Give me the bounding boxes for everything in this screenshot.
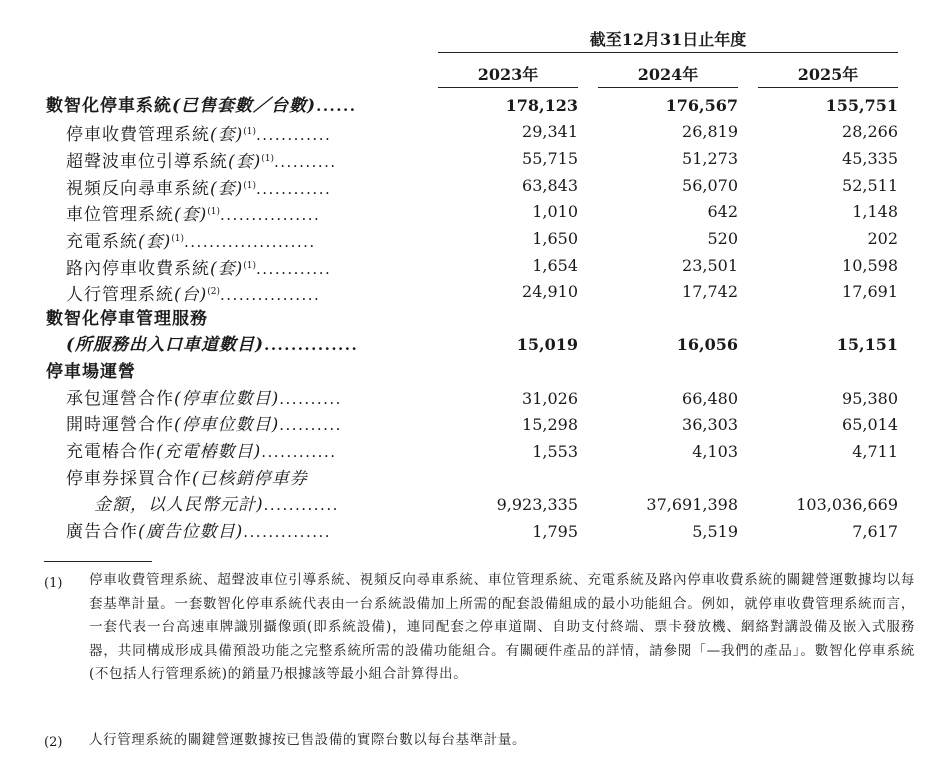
row-label: [46, 360, 136, 384]
value-2024: 16,056: [676, 335, 738, 354]
row-label-unit: (所服務出入口車道數目): [66, 335, 265, 355]
row-label: [66, 520, 331, 544]
value-2024: 66,480: [682, 389, 738, 408]
value-2023: 1,553: [532, 442, 578, 461]
footnote-reference: (1): [171, 234, 185, 244]
row-label-text: 開時運營合作: [66, 415, 174, 435]
row-label-text: 數智化停車管理服務: [46, 309, 208, 329]
value-2024: 4,103: [692, 442, 738, 461]
value-2025: 10,598: [842, 256, 898, 275]
row-label-unit: (套): [174, 205, 208, 225]
value-2023: 31,026: [522, 389, 578, 408]
table-row: [0, 307, 934, 333]
value-2023: 24,910: [522, 282, 578, 301]
value-2024: 26,819: [682, 122, 738, 141]
row-label-unit: (停車位數目): [174, 415, 280, 435]
row-label: [66, 174, 331, 201]
value-2024: 37,691,398: [646, 495, 738, 514]
row-label: [66, 280, 320, 307]
row-label-unit: (已核銷停車券: [192, 469, 308, 489]
row-label: [66, 413, 342, 437]
value-2023: 9,923,335: [496, 495, 578, 514]
row-label: [66, 200, 320, 227]
row-label-text: 廣告合作: [66, 522, 138, 542]
footnote-reference: (1): [243, 181, 257, 191]
table-row: [0, 333, 934, 359]
row-label-unit: (套): [210, 125, 244, 145]
value-2025: 155,751: [825, 96, 898, 115]
table-row: [0, 94, 934, 120]
row-label: [66, 120, 331, 147]
column-rule-2023: [438, 87, 578, 88]
column-rule-2025: [758, 87, 898, 88]
row-label: [66, 227, 316, 254]
row-label-text: 超聲波車位引導系統: [66, 152, 228, 172]
period-rule: [438, 52, 898, 53]
footnote-2-mark: (2): [44, 735, 63, 750]
value-2025: 7,617: [852, 522, 898, 541]
row-label-unit: (充電樁數目): [156, 442, 262, 462]
value-2025: 4,711: [852, 442, 898, 461]
table-row: [0, 227, 934, 253]
leader-dots: ............: [256, 260, 332, 278]
value-2025: 52,511: [842, 176, 898, 195]
footnote-2-text: 人行管理系統的關鍵營運數據按已售設備的實際台數以每台基準計量。: [89, 732, 527, 748]
row-label-text: 停車場運營: [46, 362, 136, 382]
column-rule-2024: [598, 87, 738, 88]
value-2025: 103,036,669: [796, 495, 898, 514]
table-row: [0, 280, 934, 306]
leader-dots: ............: [263, 496, 339, 514]
leader-dots: ..............: [264, 336, 359, 354]
value-2024: 56,070: [682, 176, 738, 195]
value-2025: 1,148: [852, 202, 898, 221]
leader-dots: ......: [316, 97, 357, 115]
footnote-reference: (1): [207, 207, 221, 217]
period-header: 截至12月31日止年度: [589, 30, 747, 49]
value-2025: 45,335: [842, 149, 898, 168]
leader-dots: ..........: [274, 153, 337, 171]
value-2023: 15,298: [522, 415, 578, 434]
value-2023: 1,654: [532, 256, 578, 275]
value-2025: 15,151: [836, 335, 898, 354]
table-row: [0, 493, 934, 519]
value-2023: 15,019: [516, 335, 578, 354]
value-2023: 1,650: [532, 229, 578, 248]
row-label-text: 視頻反向尋車系統: [66, 179, 210, 199]
table-row: [0, 387, 934, 413]
leader-dots: ..........: [279, 390, 342, 408]
row-label-text: 人行管理系統: [66, 285, 174, 305]
table-row: [0, 467, 934, 493]
row-label-unit: (套): [210, 179, 244, 199]
row-label-unit: 金額，以人民幣元計): [94, 495, 264, 515]
value-2023: 29,341: [522, 122, 578, 141]
table-row: [0, 200, 934, 226]
row-label: [66, 440, 336, 464]
footnote-rule: [44, 561, 152, 562]
table-row: [0, 360, 934, 386]
value-2024: 642: [707, 202, 738, 221]
value-2023: 178,123: [505, 96, 578, 115]
table-row: [0, 254, 934, 280]
row-label: [66, 254, 331, 281]
row-label: [66, 333, 358, 357]
leader-dots: .....................: [184, 233, 316, 251]
row-label-unit: (套): [228, 152, 262, 172]
row-label-text: 停車券採買合作: [66, 469, 192, 489]
table-row: [0, 440, 934, 466]
leader-dots: ............: [256, 126, 332, 144]
value-2024: 5,519: [692, 522, 738, 541]
value-2023: 1,010: [532, 202, 578, 221]
value-2024: 520: [707, 229, 738, 248]
footnote-reference: (2): [207, 287, 221, 297]
footnote-reference: (1): [261, 154, 275, 164]
row-label-text: 承包運營合作: [66, 389, 174, 409]
value-2024: 17,742: [682, 282, 738, 301]
footnote-1-mark: (1): [44, 576, 63, 591]
value-2023: 63,843: [522, 176, 578, 195]
table-row: [0, 413, 934, 439]
value-2024: 176,567: [665, 96, 738, 115]
value-2025: 28,266: [842, 122, 898, 141]
table-row: [0, 520, 934, 546]
leader-dots: ............: [256, 180, 332, 198]
row-label: [66, 387, 342, 411]
table-row: [0, 147, 934, 173]
leader-dots: ............: [261, 443, 337, 461]
row-label-text: 充電樁合作: [66, 442, 156, 462]
leader-dots: ................: [220, 206, 321, 224]
value-2025: 65,014: [842, 415, 898, 434]
row-label-text: 數智化停車系統: [46, 96, 172, 116]
row-label: [94, 493, 339, 517]
column-header-2024: 2024年: [637, 65, 699, 84]
row-label-unit: (台): [174, 285, 208, 305]
row-label-text: 車位管理系統: [66, 205, 174, 225]
value-2024: 23,501: [682, 256, 738, 275]
footnote-reference: (1): [243, 261, 257, 271]
value-2024: 36,303: [682, 415, 738, 434]
row-label: [46, 307, 208, 331]
row-label-unit: (已售套數／台數): [172, 96, 317, 116]
row-label-text: 停車收費管理系統: [66, 125, 210, 145]
value-2025: 95,380: [842, 389, 898, 408]
row-label: [66, 147, 337, 174]
row-label-text: 路內停車收費系統: [66, 259, 210, 279]
table-row: [0, 174, 934, 200]
row-label: [46, 94, 356, 118]
value-2023: 55,715: [522, 149, 578, 168]
value-2025: 202: [867, 229, 898, 248]
table-row: [0, 120, 934, 146]
leader-dots: ................: [220, 286, 321, 304]
row-label: [66, 467, 308, 491]
row-label-unit: (套): [138, 232, 172, 252]
column-header-2023: 2023年: [477, 65, 539, 84]
column-header-2025: 2025年: [797, 65, 859, 84]
value-2024: 51,273: [682, 149, 738, 168]
row-label-unit: (套): [210, 259, 244, 279]
leader-dots: ..........: [279, 416, 342, 434]
row-label-text: 充電系統: [66, 232, 138, 252]
footnote-reference: (1): [243, 127, 257, 137]
row-label-unit: (廣告位數目): [138, 522, 244, 542]
value-2023: 1,795: [532, 522, 578, 541]
row-label-unit: (停車位數目): [174, 389, 280, 409]
value-2025: 17,691: [842, 282, 898, 301]
footnote-1-text: 停車收費管理系統、超聲波車位引導系統、視頻反向尋車系統、車位管理系統、充電系統及路內停車收費系統的關鍵營運數據均以每套基準計量。一套數智化停車系統代表由一台系統設備加上所需的配套設備組成的最小功能組合。例如，就停車收費管理系統而言，一套代表一台高速車牌識別攝像頭(即系統設備)，連同配套之停車道閘、自助支付終端、票卡發放機、網絡對講設備及嵌入式服務器，共同構成形成具備預設功能之完整系統所需的設備功能組合。有關硬件產品的詳情，請參閱「—我們的產品」。數智化停車系統(不包括人行管理系統)的銷量乃根據該等最小組合計算得出。: [89, 572, 915, 682]
leader-dots: ..............: [243, 523, 332, 541]
